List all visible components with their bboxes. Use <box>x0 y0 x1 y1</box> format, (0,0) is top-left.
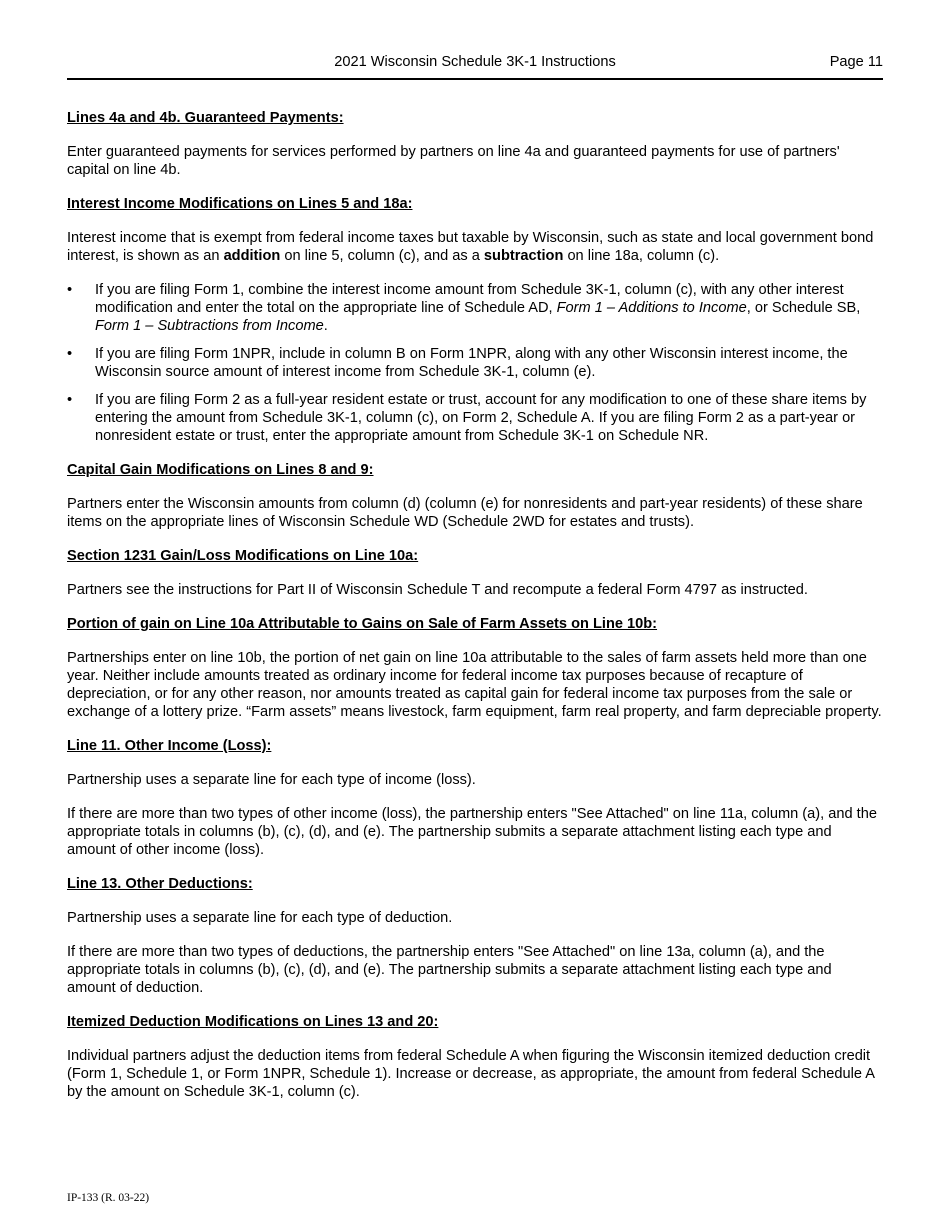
text-run: . <box>323 318 328 334</box>
paragraph: Enter guaranteed payments for services performed by partners on line 4a and guaranteed payments for use of partners' capital on line 4b. <box>67 144 840 178</box>
section-farm-assets <box>67 615 883 721</box>
section-heading: Section 1231 Gain/Loss Modifications on Line 10a: <box>67 548 419 564</box>
paragraph: Individual partners adjust the deduction items from federal Schedule A when figuring the Wisconsin itemized deduction credit (Form 1, Schedule 1, or Form 1NPR, Schedule 1). Increase or decrease, as appropriate, the amount from federal Schedule A by the amount on Schedule 3K-1, column (c). <box>67 1048 875 1100</box>
form-code: IP-133 (R. 03-22) <box>67 1192 150 1204</box>
page-content <box>67 109 883 1117</box>
section-guaranteed-payments <box>67 109 883 179</box>
page-number: Page 11 <box>829 54 883 70</box>
paragraph: Partners see the instructions for Part II of Wisconsin Schedule T and recompute a federal Form 4797 as instructed. <box>67 582 808 598</box>
italic-text: Form 1 – Subtractions from Income <box>95 318 324 334</box>
text-run: on line 5, column (c), and as a <box>280 248 484 264</box>
list-item: • If you are filing Form 2 as a full-year resident estate or trust, account for any modification to one of these share items by entering the amount from Schedule 3K-1, column (c), on Form 2, Schedule A. If you are filing Form 2 as a part-year or nonresident estate or trust, enter the appropriate amount from Schedule 3K-1 on Schedule NR. <box>67 391 883 445</box>
section-other-deductions <box>67 875 883 997</box>
text-run: If you are filing Form 1, combine the interest income amount from Schedule 3K-1, column (c), with any other interest modification and enter the total on the appropriate line of Schedule AD, <box>95 282 844 316</box>
bullet-list <box>67 281 883 445</box>
paragraph: Partnership uses a separate line for each type of income (loss). <box>67 772 476 788</box>
section-interest-income <box>67 195 883 445</box>
paragraph: If there are more than two types of deductions, the partnership enters "See Attached" on line 13a, column (a), and the appropriate totals in columns (b), (c), (d), and (e). The partnership submits a separate attachment listing each type and amount of deduction. <box>67 944 832 996</box>
section-other-income <box>67 737 883 859</box>
italic-text: Form 1 – Additions to Income <box>556 300 747 316</box>
header-title: 2021 Wisconsin Schedule 3K-1 Instructions <box>334 54 616 70</box>
paragraph <box>67 229 883 265</box>
list-item <box>67 281 883 335</box>
section-heading: Interest Income Modifications on Lines 5 and 18a: <box>67 196 413 212</box>
paragraph: Partnership uses a separate line for each type of deduction. <box>67 910 453 926</box>
section-heading: Capital Gain Modifications on Lines 8 and 9: <box>67 462 374 478</box>
text-run: on line 18a, column (c). <box>563 248 720 264</box>
section-heading: Portion of gain on Line 10a Attributable to Gains on Sale of Farm Assets on Line 10b: <box>67 616 658 632</box>
text-run: Interest income that is exempt from federal income taxes but taxable by Wisconsin, such as state and local government bond interest, is shown as an <box>67 230 874 264</box>
section-heading: Itemized Deduction Modifications on Lines 13 and 20: <box>67 1014 439 1030</box>
paragraph: Partners enter the Wisconsin amounts from column (d) (column (e) for nonresidents and part-year residents) of these share items on the appropriate lines of Wisconsin Schedule WD (Schedule 2WD for estates and trusts). <box>67 496 863 530</box>
section-1231 <box>67 547 883 599</box>
section-heading: Lines 4a and 4b. Guaranteed Payments: <box>67 110 344 126</box>
paragraph: Partnerships enter on line 10b, the portion of net gain on line 10a attributable to the sales of farm assets held more than one year. Neither include amounts treated as ordinary income for federal income tax purposes because of recapture of depreciation, or for any other reason, nor amounts treated as capital gain for federal income tax purposes from the sale or exchange of a lottery prize. “Farm assets” means livestock, farm equipment, farm real property, and farm depreciable property. <box>67 650 882 720</box>
bold-text: addition <box>223 248 281 264</box>
text-run: , or Schedule SB, <box>746 300 861 316</box>
page-header <box>67 54 883 80</box>
section-capital-gain <box>67 461 883 531</box>
bold-text: subtraction <box>483 248 564 264</box>
section-itemized-deduction <box>67 1013 883 1101</box>
section-heading: Line 13. Other Deductions: <box>67 876 253 892</box>
paragraph: If there are more than two types of other income (loss), the partnership enters "See Attached" on line 11a, column (a), and the appropriate totals in columns (b), (c), (d), and (e). The partnership submits a separate attachment listing each type and amount of other income (loss). <box>67 806 877 858</box>
list-item: • If you are filing Form 1NPR, include in column B on Form 1NPR, along with any other Wisconsin interest income, the Wisconsin source amount of interest income from Schedule 3K-1, column (e). <box>67 345 883 381</box>
section-heading: Line 11. Other Income (Loss): <box>67 738 272 754</box>
